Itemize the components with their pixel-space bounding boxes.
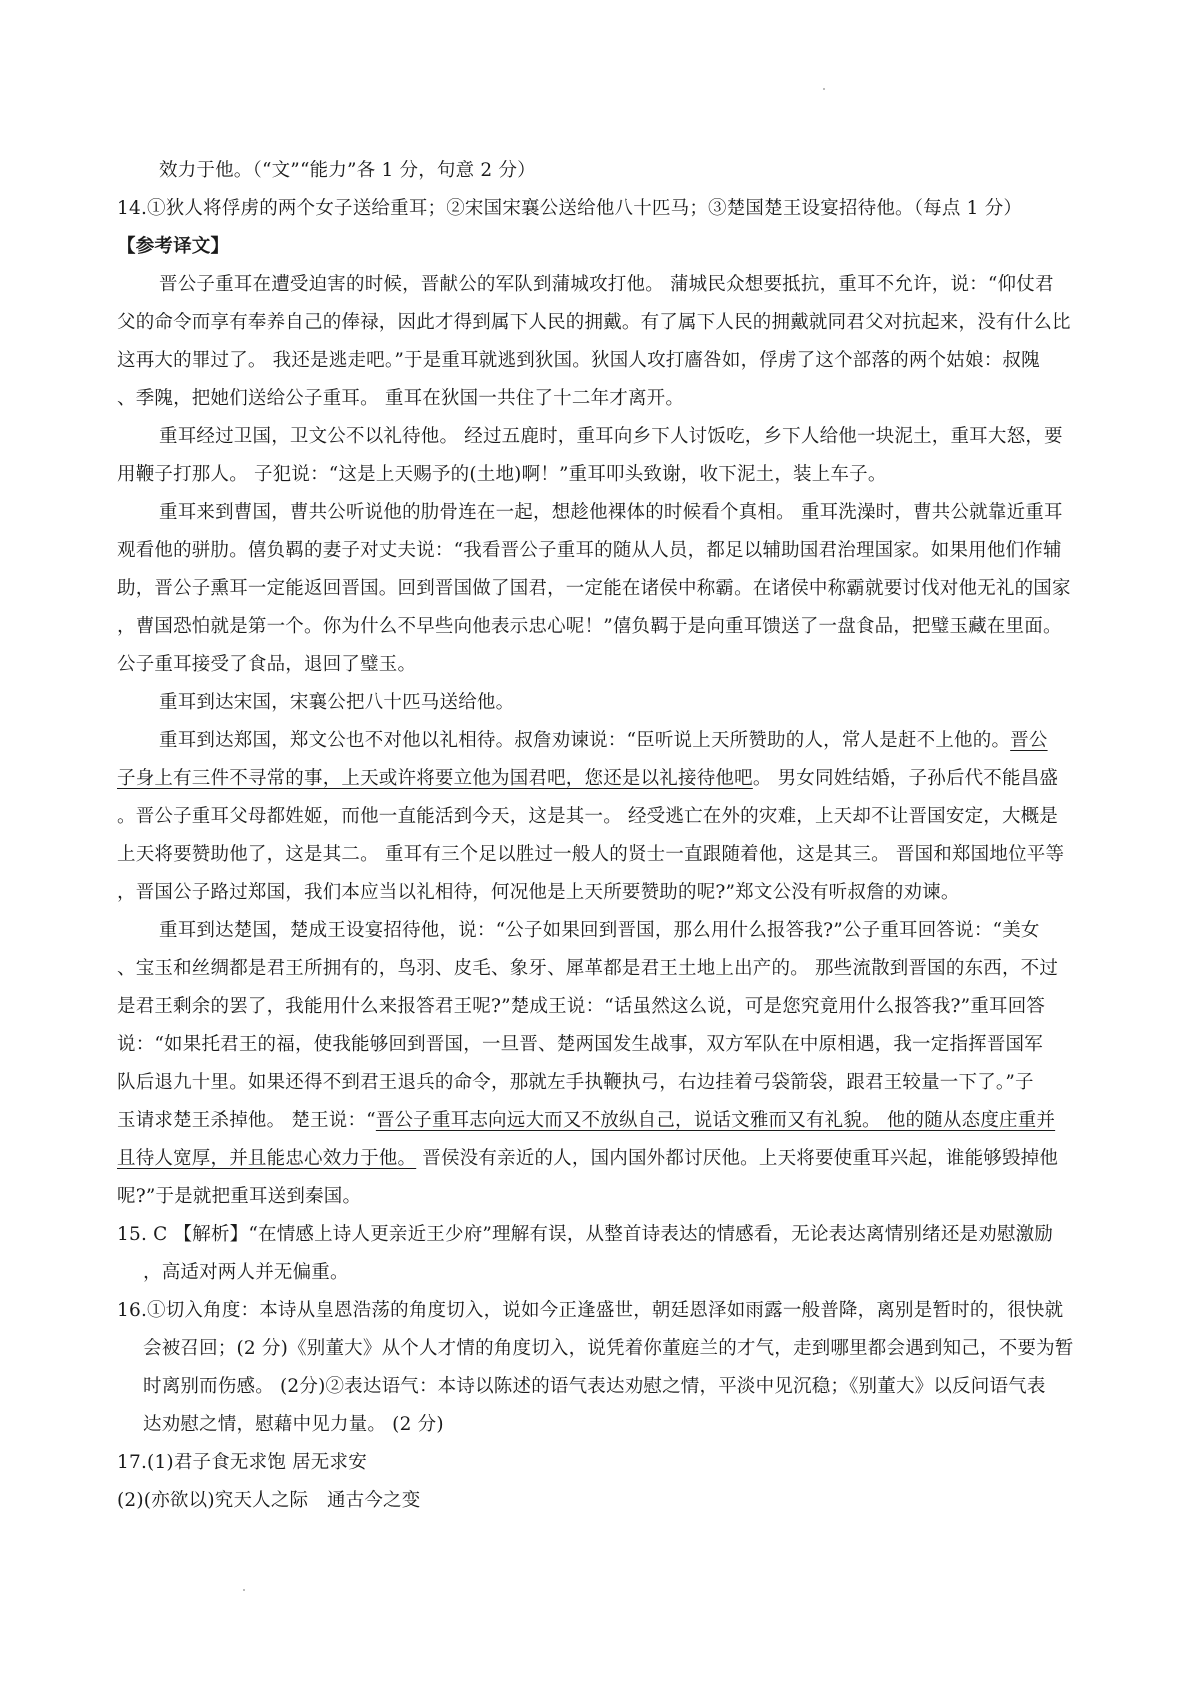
line-text: 是君王剩余的罢了，我能用什么来报答君王呢?”楚成王说：“话虽然这么说，可是您究竟用什么报答我?”重耳回答: [117, 996, 1046, 1017]
line-text: 玉请求楚王杀掉他。 楚王说：“: [117, 1110, 376, 1131]
line-text: 时离别而伤感。 (2分)②表达语气：本诗以陈述的语气表达劝慰之情，平淡中见沉稳；《别董大》以反问语气表: [143, 1376, 1046, 1397]
section-heading: [117, 228, 1095, 266]
line-text: 。 男女同姓结婚，子孙后代不能昌盛: [752, 768, 1059, 789]
line-text: ，曹国恐怕就是第一个。你为什么不早些向他表示忠心呢！”僖负羁于是向重耳馈送了一盘食品，把璧玉藏在里面。: [117, 616, 1062, 637]
line-text: ，晋国公子路过郑国，我们本应当以礼相待，何况他是上天所要赞助的呢?”郑文公没有听叔詹的劝谏。: [117, 882, 960, 903]
text-line: [117, 1406, 1095, 1444]
text-line: [117, 874, 1095, 912]
text-line: [117, 380, 1095, 418]
text-line: [117, 1178, 1095, 1216]
text-line: [117, 646, 1095, 684]
text-line: [117, 608, 1095, 646]
text-line: [117, 836, 1095, 874]
line-text: 15. C 【解析】“在情感上诗人更亲近王少府”理解有误，从整首诗表达的情感看，无论表达离情别绪还是劝慰激励: [117, 1224, 1054, 1245]
text-line: [117, 152, 1095, 190]
text-line: [117, 950, 1095, 988]
line-text: 重耳到达楚国，楚成王设宴招待他，说：“公子如果回到晋国，那么用什么报答我?”公子重耳回答说：“美女: [159, 920, 1040, 941]
text-line: [117, 418, 1095, 456]
underlined-text: 晋公: [1010, 730, 1048, 751]
line-text: 说：“如果托君王的福，使我能够回到晋国，一旦晋、楚两国发生战事，双方军队在中原相遇，我一定指挥晋国军: [117, 1034, 1043, 1055]
line-text: 晋侯没有亲近的人，国内国外都讨厌他。上天将要使重耳兴起，谁能够毁掉他: [416, 1148, 1059, 1169]
text-line: [117, 912, 1095, 950]
text-line: [117, 798, 1095, 836]
line-text: 、宝玉和丝绸都是君王所拥有的，鸟羽、皮毛、象牙、犀革都是君王土地上出产的。 那些流散到晋国的东西，不过: [117, 958, 1059, 979]
line-text: 观看他的骈肋。僖负羁的妻子对丈夫说：“我看晋公子重耳的随从人员，都足以辅助国君治理国家。如果用他们作辅: [117, 540, 1062, 561]
text-line: [117, 532, 1095, 570]
text-line: [117, 570, 1095, 608]
text-line: [117, 342, 1095, 380]
text-line: [117, 988, 1095, 1026]
line-text: ，高适对两人并无偏重。: [143, 1262, 349, 1283]
text-line: [117, 1368, 1095, 1406]
line-text: 14.①狄人将俘虏的两个女子送给重耳；②宋国宋襄公送给他八十匹马；③楚国楚王设宴招待他。（每点 1 分）: [117, 198, 1023, 219]
text-line: [117, 1292, 1095, 1330]
line-text: 父的命令而享有奉养自己的俸禄，因此才得到属下人民的拥戴。有了属下人民的拥戴就同君父对抗起来，没有什么比: [117, 312, 1071, 333]
answer-key-text: [117, 152, 1095, 1520]
text-line: [117, 190, 1095, 228]
text-line: [117, 1026, 1095, 1064]
line-text: 用鞭子打那人。 子犯说：“这是上天赐予的(土地)啊！”重耳叩头致谢，收下泥土，装上车子。: [117, 464, 887, 485]
line-text: 17.(1)君子食无求饱 居无求安: [117, 1452, 367, 1473]
line-text: 上天将要赞助他了，这是其二。 重耳有三个足以胜过一般人的贤士一直跟随着他，这是其三。 晋国和郑国地位平等: [117, 844, 1065, 865]
line-text: 晋公子重耳在遭受迫害的时候，晋献公的军队到蒲城攻打他。 蒲城民众想要抵抗，重耳不允许，说：“仰仗君: [159, 274, 1054, 295]
text-line: [117, 1064, 1095, 1102]
line-text: (2)(亦欲以)究天人之际 通古今之变: [117, 1490, 421, 1511]
underlined-text: 子身上有三件不寻常的事，上天或许将要立他为国君吧，您还是以礼接待他吧: [117, 768, 753, 789]
line-text: 呢?”于是就把重耳送到秦国。: [117, 1186, 362, 1207]
line-text: 。晋公子重耳父母都姓姬，而他一直能活到今天，这是其一。 经受逃亡在外的灾难，上天却不让晋国安定，大概是: [117, 806, 1059, 827]
text-line: [117, 1102, 1095, 1140]
text-line: [117, 494, 1095, 532]
text-line: [117, 304, 1095, 342]
line-text: 重耳来到曹国，曹共公听说他的肋骨连在一起，想趁他裸体的时候看个真相。 重耳洗澡时，曹共公就靠近重耳: [159, 502, 1063, 523]
line-text: 【参考译文】: [117, 236, 230, 257]
line-text: 效力于他。（“文”“能力”各 1 分，句意 2 分）: [159, 160, 536, 181]
text-line: [117, 1482, 1095, 1520]
line-text: 这再大的罪过了。 我还是逃走吧。”于是重耳就逃到狄国。狄国人攻打廧咎如，俘虏了这个部落的两个姑娘：叔隗: [117, 350, 1040, 371]
text-line: [117, 1444, 1095, 1482]
text-line: [117, 456, 1095, 494]
text-line: [117, 1330, 1095, 1368]
text-line: [117, 760, 1095, 798]
line-text: 公子重耳接受了食品，退回了璧玉。: [117, 654, 417, 675]
line-text: 重耳经过卫国，卫文公不以礼待他。 经过五鹿时，重耳向乡下人讨饭吃，乡下人给他一块泥土，重耳大怒，要: [159, 426, 1063, 447]
line-text: 重耳到达郑国，郑文公也不对他以礼相待。叔詹劝谏说：“臣听说上天所赞助的人，常人是赶不上他的。: [159, 730, 1011, 751]
line-text: 16.①切入角度：本诗从皇恩浩荡的角度切入，说如今正逢盛世，朝廷恩泽如雨露一般普降，离别是暂时的，很快就: [117, 1300, 1064, 1321]
underlined-text: 晋公子重耳志向远大而又不放纵自己，说话文雅而又有礼貌。 他的随从态度庄重并: [375, 1110, 1056, 1131]
line-text: 达劝慰之情，慰藉中见力量。 (2 分): [143, 1414, 444, 1435]
text-line: [117, 1140, 1095, 1178]
line-text: 助，晋公子熏耳一定能返回晋国。回到晋国做了国君，一定能在诸侯中称霸。在诸侯中称霸就要讨伐对他无礼的国家: [117, 578, 1071, 599]
line-text: 、季隗，把她们送给公子重耳。 重耳在狄国一共住了十二年才离开。: [117, 388, 685, 409]
text-line: [117, 1254, 1095, 1292]
line-text: 会被召回；(2 分)《别董大》从个人才情的角度切入，说凭着你董庭兰的才气，走到哪里都会遇到知己，不要为暂: [143, 1338, 1074, 1359]
text-line: [117, 722, 1095, 760]
line-text: 队后退九十里。如果还得不到君王退兵的命令，那就左手执鞭执弓，右边挂着弓袋箭袋，跟君王较量一下了。”子: [117, 1072, 1034, 1093]
text-line: [117, 1216, 1095, 1254]
scan-speck: [823, 88, 825, 90]
text-line: [117, 266, 1095, 304]
underlined-text: 且待人宽厚，并且能忠心效力于他。: [117, 1148, 417, 1169]
text-line: [117, 684, 1095, 722]
scan-speck: [243, 1589, 245, 1591]
line-text: 重耳到达宋国，宋襄公把八十匹马送给他。: [159, 692, 515, 713]
